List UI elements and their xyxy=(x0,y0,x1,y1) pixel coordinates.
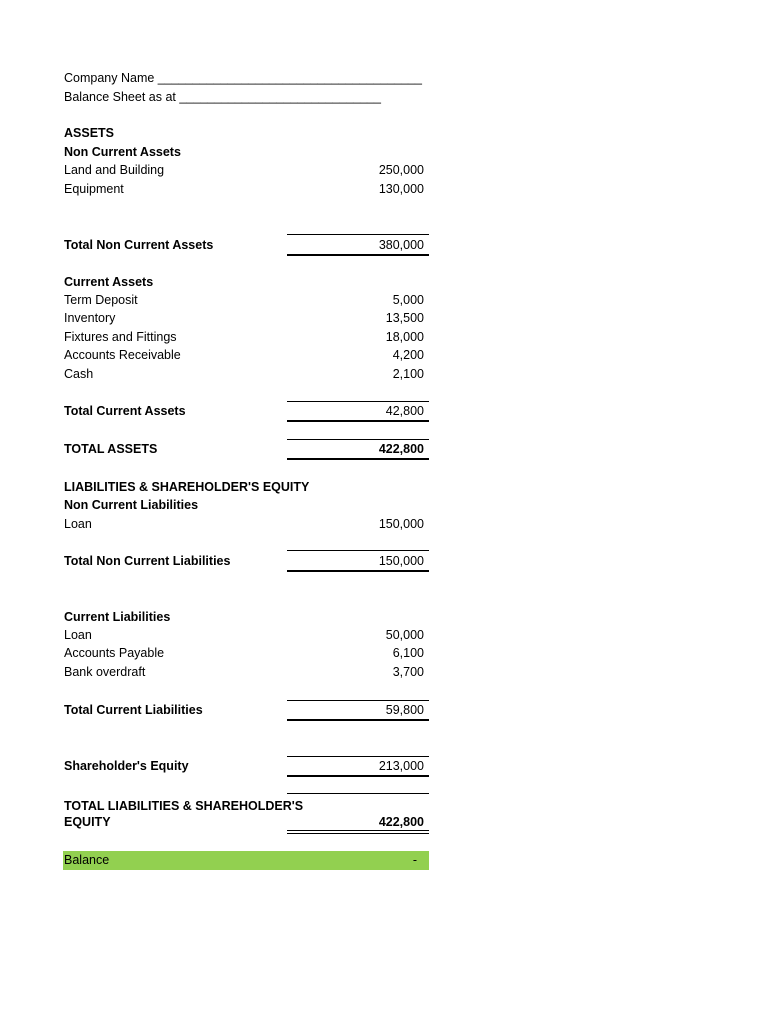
total-value: 213,000 xyxy=(378,759,424,773)
total-non-current-assets-row: Total Non Current Assets 380,000 xyxy=(64,238,424,252)
liabilities-heading: LIABILITIES & SHAREHOLDER'S EQUITY xyxy=(64,480,310,494)
bottom-border xyxy=(287,775,429,777)
bottom-border xyxy=(287,458,429,460)
line-item-value: 150,000 xyxy=(378,517,424,531)
bottom-border xyxy=(287,420,429,422)
line-item-value: 4,200 xyxy=(392,348,424,362)
line-item-label: Inventory xyxy=(64,311,116,325)
non-current-assets-heading: Non Current Assets xyxy=(64,145,181,159)
total-value: 150,000 xyxy=(378,554,424,568)
shareholders-equity-row: Shareholder's Equity 213,000 xyxy=(64,759,424,773)
line-item-value: 250,000 xyxy=(378,163,424,177)
company-name-row xyxy=(63,69,429,87)
line-item-row xyxy=(63,291,429,309)
line-item-value: 50,000 xyxy=(385,628,424,642)
line-item-row xyxy=(63,161,429,179)
total-current-assets-row: Total Current Assets 42,800 xyxy=(64,404,424,418)
line-item-label: Fixtures and Fittings xyxy=(64,330,177,344)
line-item-label: Equipment xyxy=(64,182,124,196)
line-item-row xyxy=(63,309,429,327)
line-item-value: 13,500 xyxy=(385,311,424,325)
line-item-value: 18,000 xyxy=(385,330,424,344)
top-border xyxy=(287,793,429,794)
top-border xyxy=(287,234,429,235)
balance-sheet-date-row xyxy=(63,88,429,106)
double-bottom-border xyxy=(287,830,429,834)
line-item-value: 130,000 xyxy=(378,182,424,196)
bottom-border xyxy=(287,719,429,721)
line-item-label: Accounts Receivable xyxy=(64,348,181,362)
line-item-value: 5,000 xyxy=(392,293,424,307)
bottom-border xyxy=(287,254,429,256)
line-item-value: 6,100 xyxy=(392,646,424,660)
line-item-row xyxy=(63,644,429,662)
current-assets-heading: Current Assets xyxy=(64,275,154,289)
line-item-row xyxy=(63,346,429,364)
line-item-value: 3,700 xyxy=(392,665,424,679)
total-value: 422,800 xyxy=(378,815,424,829)
line-item-label: Land and Building xyxy=(64,163,165,177)
total-liabilities-equity-row: TOTAL LIABILITIES & SHAREHOLDER'S EQUITY 422,800 xyxy=(64,799,424,829)
total-current-liabilities-row: Total Current Liabilities 59,800 xyxy=(64,703,424,717)
current-liabilities-heading: Current Liabilities xyxy=(64,610,171,624)
line-item-label: Loan xyxy=(64,517,92,531)
total-non-current-liabilities-row: Total Non Current Liabilities 150,000 xyxy=(64,554,424,568)
line-item-row xyxy=(63,180,429,198)
assets-heading: ASSETS xyxy=(64,126,115,140)
line-item-row xyxy=(63,328,429,346)
company-name-label: Company Name ______________________________________ xyxy=(64,71,422,85)
line-item-row xyxy=(63,365,429,383)
line-item-row xyxy=(63,515,429,533)
top-border xyxy=(287,550,429,551)
total-value: 380,000 xyxy=(378,238,424,252)
line-item-label: Bank overdraft xyxy=(64,665,146,679)
balance-sheet-date-label: Balance Sheet as at _____________________________ xyxy=(64,90,381,104)
line-item-row xyxy=(63,626,429,644)
balance-value: - xyxy=(412,853,417,867)
total-value: 422,800 xyxy=(378,442,424,456)
line-item-label: Cash xyxy=(64,367,94,381)
line-item-label: Term Deposit xyxy=(64,293,138,307)
non-current-liabilities-heading: Non Current Liabilities xyxy=(64,498,199,512)
balance-label: Balance xyxy=(64,853,110,867)
total-assets-row: TOTAL ASSETS 422,800 xyxy=(64,442,424,456)
line-item-label: Loan xyxy=(64,628,92,642)
total-value: 42,800 xyxy=(385,404,424,418)
line-item-row xyxy=(63,663,429,681)
line-item-value: 2,100 xyxy=(392,367,424,381)
line-item-label: Accounts Payable xyxy=(64,646,165,660)
bottom-border xyxy=(287,570,429,572)
balance-row xyxy=(63,851,429,869)
total-value: 59,800 xyxy=(385,703,424,717)
